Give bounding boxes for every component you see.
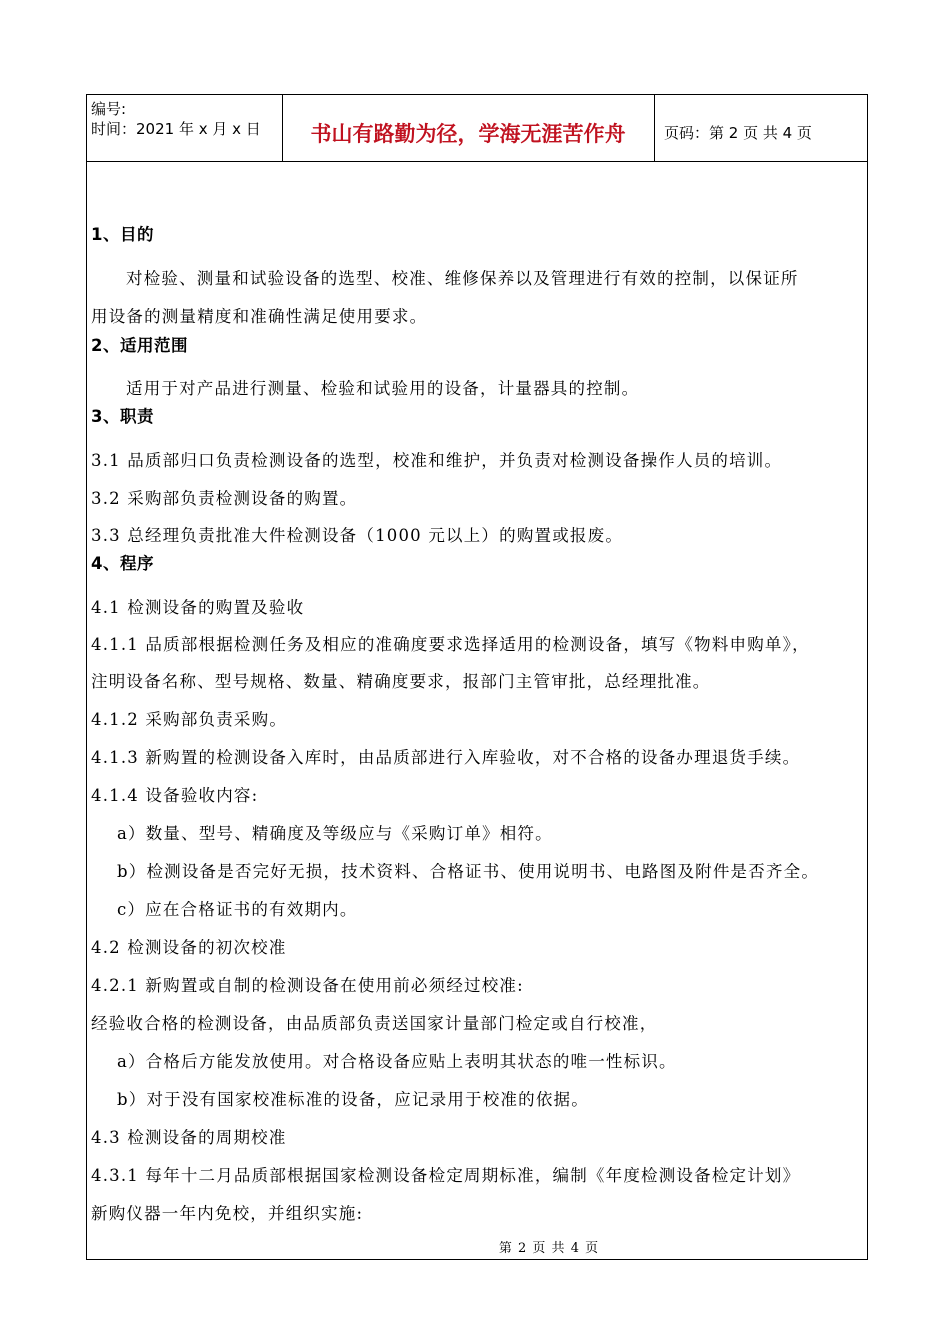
header-divider [86, 161, 868, 162]
time-label: 时间：2021 年 x 月 x 日 [91, 120, 261, 138]
clause-3-3: 3.3 总经理负责批准大件检测设备（1000 元以上）的购置或报废。 [91, 526, 624, 545]
footer [0, 1237, 950, 1256]
footer-page-indicator: 第 2 页 共 4 页 [498, 1241, 600, 1256]
clause-4-3-1: 4.3.1 每年十二月品质部根据国家检测设备检定周期标准，编制《年度检测设备检定计划》 [91, 1166, 801, 1185]
section-heading-purpose: 1、目的 [91, 225, 154, 244]
clause-4-3: 4.3 检测设备的周期校准 [91, 1128, 287, 1147]
paragraph-line: 用设备的测量精度和准确性满足使用要求。 [91, 307, 428, 326]
section-heading-responsibilities: 3、职责 [91, 407, 154, 426]
code-label: 编号: [91, 100, 127, 118]
list-item: a）合格后方能发放使用。对合格设备应贴上表明其状态的唯一性标识。 [117, 1052, 677, 1071]
list-item: b）对于没有国家校准标准的设备，应记录用于校准的依据。 [117, 1090, 589, 1109]
page-label: 页码：第 2 页 共 4 页 [664, 124, 812, 142]
clause-4-1: 4.1 检测设备的购置及验收 [91, 598, 305, 617]
clause-4-3-1-cont: 新购仪器一年内免校，并组织实施: [91, 1204, 364, 1223]
clause-3-2: 3.2 采购部负责检测设备的购置。 [91, 489, 358, 508]
paragraph-line: 适用于对产品进行测量、检验和试验用的设备，计量器具的控制。 [126, 379, 640, 398]
clause-4-1-4: 4.1.4 设备验收内容: [91, 786, 259, 805]
section-heading-procedure: 4、程序 [91, 554, 154, 573]
clause-3-1: 3.1 品质部归口负责检测设备的选型，校准和维护，并负责对检测设备操作人员的培训。 [91, 451, 783, 470]
header-title: 书山有路勤为径，学海无涯苦作舟 [310, 122, 626, 146]
clause-4-2-1-cont: 经验收合格的检测设备，由品质部负责送国家计量部门检定或自行校准， [91, 1014, 658, 1033]
list-item: b）检测设备是否完好无损，技术资料、合格证书、使用说明书、电路图及附件是否齐全。 [117, 862, 820, 881]
clause-4-2-1: 4.2.1 新购置或自制的检测设备在使用前必须经过校准: [91, 976, 524, 995]
list-item: c）应在合格证书的有效期内。 [117, 900, 358, 919]
header-column-divider-right [654, 94, 655, 162]
clause-4-1-3: 4.1.3 新购置的检测设备入库时，由品质部进行入库验收，对不合格的设备办理退货手续。 [91, 748, 801, 767]
clause-4-1-1-cont: 注明设备名称、型号规格、数量、精确度要求，报部门主管审批，总经理批准。 [91, 672, 711, 691]
clause-4-1-1: 4.1.1 品质部根据检测任务及相应的准确度要求选择适用的检测设备，填写《物料申购单》， [91, 635, 810, 654]
section-heading-scope: 2、适用范围 [91, 336, 188, 355]
clause-4-1-2: 4.1.2 采购部负责采购。 [91, 710, 288, 729]
paragraph-line: 对检验、测量和试验设备的选型、校准、维修保养以及管理进行有效的控制，以保证所 [126, 269, 799, 288]
list-item: a）数量、型号、精确度及等级应与《采购订单》相符。 [117, 824, 553, 843]
clause-4-2: 4.2 检测设备的初次校准 [91, 938, 287, 957]
